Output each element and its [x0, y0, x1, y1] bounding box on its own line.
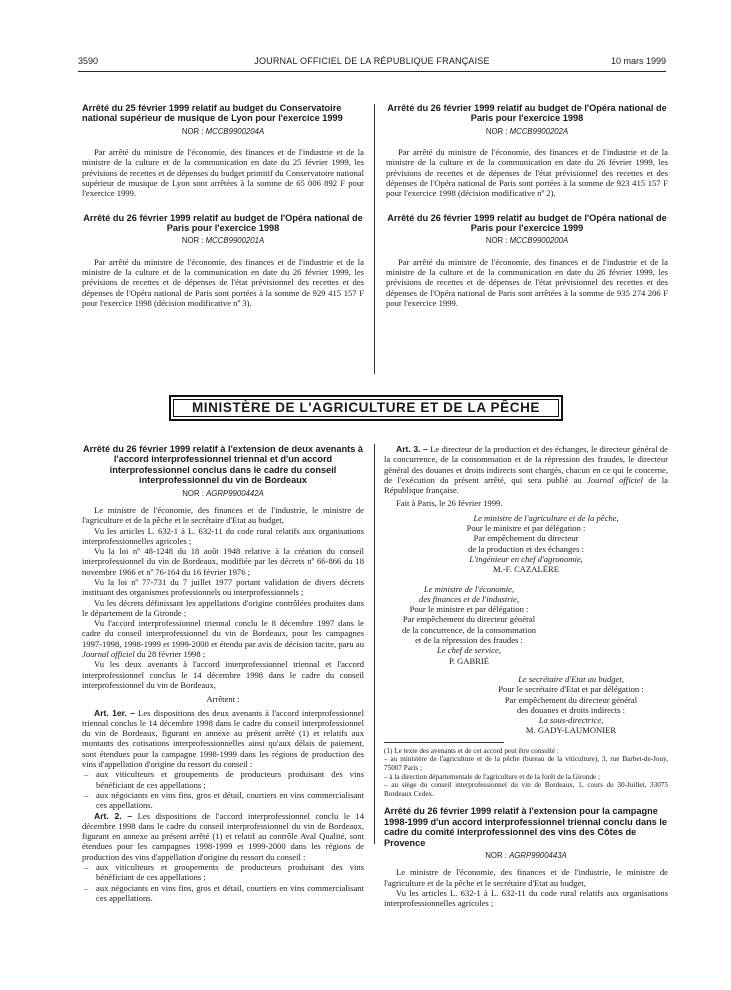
- signature-block-agriculture: [384, 513, 668, 575]
- signatory-title: Le secrétaire d'Etat au budget,: [518, 673, 624, 684]
- signature-line: des douanes et droits indirects :: [516, 704, 626, 715]
- article-title: Arrêté du 26 février 1999 relatif au budget de l'Opéra national de Paris pour l'exercice 1999: [387, 212, 667, 233]
- page-header: [78, 56, 666, 70]
- fait-a-paris: Fait à Paris, le 26 février 1999.: [396, 498, 503, 509]
- nor-code: MCCB9900201A: [205, 236, 265, 246]
- paragraph: [82, 618, 364, 659]
- signature-line: Pour le ministre et par délégation :: [409, 604, 529, 615]
- list-item: – aux négociants en vins fins, gros et détail, courtiers en vins commercialisant ces appellations.: [96, 790, 364, 811]
- right-column-bottom: [384, 444, 668, 908]
- left-column-bottom: [82, 444, 364, 903]
- text-run: du 28 février 1998 ;: [136, 649, 206, 660]
- arretent: Arrêtent :: [206, 694, 240, 705]
- signatory-role: Le chef de service,: [437, 645, 501, 656]
- footnote-line: – au ministère de l'agriculture et de la pêche (bureau de la viticulture), 3, rue Barbet-de-Jouy, 75007 Paris ;: [384, 755, 668, 772]
- signature-line: de la production et des échanges :: [468, 543, 584, 554]
- article-body: Par arrêté du ministre de l'économie, des finances et de l'industrie et de la ministre de la culture et de la communication en date du 25 février 1999, les prévisions de recettes et de dépenses du budget primitif du Conservatoire national supérieur de musique de Lyon sont arrêtées à la somme de 65 006 892 F pour l'exercice 1999.: [82, 147, 364, 199]
- signature-line: de la concurrence, de la consommation: [401, 624, 537, 635]
- footnote-line: – au siège du conseil interprofessionnel du vin de Bordeaux, 1, cours du 30-Juillet, 33075 Bordeaux Cedex.: [384, 781, 668, 798]
- signatory-name: P. GABRIÉ: [448, 655, 490, 666]
- column-divider-bottom: [374, 444, 375, 844]
- nor-code: MCCB9900200A: [509, 236, 569, 246]
- article-body: Par arrêté du ministre de l'économie, des finances et de l'industrie et de la ministre de la culture et de la communication en date du 26 février 1999, les prévisions de recettes et de dépenses de l'état prévisionnel des recettes et des dépenses de l'Opéra national de Paris sont arrêtées à la somme de 935 274 206 F pour l'exercice 1999.: [386, 256, 668, 308]
- paragraph: Vu les deux avenants à l'accord interprofessionnel triennal et l'accord interprofessionnel conclus le 14 décembre 1998 dans le cadre du conseil interprofessionnel du vin de Bordeaux,: [82, 659, 364, 690]
- signature-line: Pour le secrétaire d'Etat et par délégation :: [498, 684, 644, 695]
- nor-label: NOR :: [181, 126, 204, 136]
- article-title: Arrêté du 26 février 1999 relatif au budget de l'Opéra national de Paris pour l'exercice 1998: [83, 212, 363, 233]
- left-column-top: [82, 103, 364, 308]
- signatory-role: L'ingénieur en chef d'agronomie,: [469, 553, 583, 564]
- article-3: [384, 444, 668, 495]
- nor-label: NOR :: [485, 236, 508, 246]
- paragraph: Le ministre de l'économie, des finances et de l'industrie, le ministre de l'agriculture et de la pêche et le secrétaire d'Etat au budget,: [82, 504, 364, 526]
- article-title: Arrêté du 25 février 1999 relatif au budget du Conservatoire national supérieur de musique de Lyon pour l'exercice 1999: [82, 103, 343, 124]
- nor-reference: [384, 851, 668, 861]
- signature-line: et de la répression des fraudes :: [415, 635, 523, 646]
- article-text: Les dispositions de l'accord interprofessionnel conclu le 14 décembre 1998 dans le cadre du conseil interprofessionnel du vin de Bordeaux, figurant en annexe au présent arrêté (1) et relatif au contrôle Aval Qualité, sont étendues pour les campagnes 1998-1999 et 1999-2000 dans les régions de production des vins d'appellation d'origine du ressort du conseil :: [82, 810, 364, 862]
- list-item: – aux négociants en vins fins, gros et détail, courtiers en vins commercialisant ces appellations.: [96, 883, 364, 904]
- paragraph: Le ministre de l'économie, des finances et de l'industrie, le ministre de l'agriculture et de la pêche et le secrétaire d'Etat au budget,: [384, 867, 668, 888]
- article-body: Par arrêté du ministre de l'économie, des finances et de l'industrie et de la ministre de la culture et de la communication en date du 26 février 1999, les prévisions de recettes et de dépenses de l'état prévisionnel des recettes et des dépenses de l'Opéra national de Paris sont portées à la somme de 929 415 157 F pour l'exercice 1998 (décision modificative nº 3).: [82, 256, 364, 308]
- column-divider-top: [374, 104, 375, 374]
- nor-reference: [386, 127, 668, 137]
- list-item: – aux viticulteurs et groupements de producteurs produisant des vins bénéficiant de ces appellations ;: [96, 769, 364, 790]
- right-column-top: [386, 103, 668, 308]
- footnote: [384, 747, 668, 799]
- paragraph: Vu les articles L. 632-1 à L. 632-11 du code rural relatifs aux organisations interprofessionnelles agricoles ;: [82, 525, 364, 546]
- article-body: Par arrêté du ministre de l'économie, des finances et de l'industrie et de la ministre de la culture et de la communication en date du 26 février 1999, les prévisions de recettes et de dépenses de l'état prévisionnel des recettes et des dépenses de l'Opéra national de Paris sont portées à la somme de 923 415 157 F pour l'exercice 1998 (décision modificative nº 2).: [386, 147, 668, 199]
- nor-code: AGRP9900443A: [509, 850, 567, 860]
- signature-line: Par empêchement du directeur général: [402, 614, 536, 625]
- footnote-line: – à la direction départementale de l'agriculture et de la forêt de la Gironde ;: [384, 772, 601, 781]
- nor-label: NOR :: [485, 126, 508, 136]
- nor-label: NOR :: [485, 850, 507, 860]
- signatory-title: des finances et de l'industrie,: [419, 593, 519, 604]
- article-title: Arrêté du 26 février 1999 relatif au budget de l'Opéra national de Paris pour l'exercice 1998: [387, 103, 667, 124]
- nor-reference: [386, 236, 668, 246]
- journal-name: Journal officiel: [82, 649, 135, 660]
- paragraph: Vu les articles L. 632-1 à L. 632-11 du code rural relatifs aux organisations interprofessionnelles agricoles ;: [384, 887, 668, 909]
- text-run: Vu l'accord interprofessionnel triennal conclu le 8 décembre 1997 dans le cadre du conseil interprofessionnel du vin de Bordeaux, pour les campagnes 1997-1998, 1998-1999 et 1999-2000 et étendu par avis de décision tacite, paru au: [82, 618, 364, 649]
- signatory-name: M. GADY-LAUMONIER: [525, 725, 617, 736]
- nor-code: MCCB9900204A: [205, 126, 265, 136]
- header-rule: [78, 71, 666, 72]
- article-label: Art. 3. –: [396, 444, 428, 454]
- signature-line: Par empêchement du directeur général: [504, 694, 638, 705]
- paragraph: Vu la loi nº 77-731 du 7 juillet 1977 portant validation de divers décrets instituant des organismes professionnels ou interprofessionnels ;: [82, 577, 364, 598]
- paragraph: Vu la loi nº 48-1248 du 18 août 1948 relative à la création du conseil interprofessionnel du vin de Bordeaux, modifiée par les décrets nº 66-866 du 18 novembre 1966 et nº 76-164 du 16 février 1976 ;: [82, 546, 364, 577]
- article-text: de la République française.: [384, 474, 668, 496]
- article-text: Le directeur de la production et des échanges, le directeur général de la concurrence, de la consommation et de la répression des fraudes, le directeur général des douanes et droits indirects sont chargés, chacun en ce qui le concerne, de l'exécution du présent arrêté, qui sera publié au: [384, 444, 668, 485]
- ministry-banner: MINISTÈRE DE L'AGRICULTURE ET DE LA PÊCHE: [169, 395, 563, 421]
- journal-name: Journal officiel: [587, 474, 643, 485]
- nor-code: MCCB9900202A: [509, 126, 569, 136]
- signatory-name: M.-F. CAZALÉRE: [493, 564, 559, 575]
- page-number: 3590: [78, 56, 99, 66]
- signature-block-budget: [384, 674, 668, 736]
- nor-label: NOR :: [181, 236, 204, 246]
- nor-reference: [82, 489, 364, 499]
- article-label: Art. 2. –: [94, 810, 133, 821]
- signature-line: Par empêchement du directeur: [473, 533, 579, 544]
- article-1-list: [82, 769, 364, 810]
- nor-reference: [82, 127, 364, 137]
- signatory-title: Le ministre de l'agriculture et de la pêche,: [473, 512, 619, 523]
- signatory-role: La sous-directrice,: [538, 715, 604, 726]
- signature-block-economy: [384, 584, 554, 666]
- list-item: – aux viticulteurs et groupements de producteurs produisant des vins bénéficiant de ces appellations ;: [96, 862, 364, 883]
- nor-label: NOR :: [182, 488, 204, 498]
- footnote-line: (1) Le texte des avenants et de cet accord peut être consulté :: [384, 746, 559, 755]
- nor-code: AGRP9900442A: [206, 488, 264, 498]
- footnote-rule: [384, 742, 504, 743]
- article-1: [82, 708, 364, 770]
- nor-reference: [82, 236, 364, 246]
- article-2-list: [82, 862, 364, 903]
- article-title: Arrêté du 26 février 1999 relatif à l'extension pour la campagne 1998-1999 d'un accord interprofessionnel triennal conclu dans le cadre du comité interprofessionnel des vins des Côtes de Provence: [384, 806, 668, 848]
- paragraph: Vu les décrets définissant les appellations d'origine contrôlées produites dans le département de la Gironde ;: [82, 597, 364, 618]
- article-2: [82, 811, 364, 862]
- article-label: Art. 1er. –: [94, 707, 136, 718]
- signatory-title: Le ministre de l'économie,: [423, 583, 515, 594]
- journal-title: JOURNAL OFFICIEL DE LA RÉPUBLIQUE FRANÇAISE: [254, 56, 490, 66]
- signature-line: Pour le ministre et par délégation :: [466, 523, 586, 534]
- article-title: Arrêté du 26 février 1999 relatif à l'extension de deux avenants à l'accord interprofessionnel triennal et d'un accord interprofessionnel conclus dans le cadre du conseil interprofessionnel du vin de Bordeaux: [83, 444, 363, 486]
- article-text: Les dispositions des deux avenants à l'accord interprofessionnel triennal conclus le 14 décembre 1998 dans le cadre du conseil interprofessionnel du vin de Bordeaux, figurant en annexe au présent arrêté (1) et relatifs aux montants des cotisations interprofessionnelles ainsi qu'aux délais de paiement, sont étendues pour la campagne 1998-1999 dans les régions de production des vins d'appellation d'origine du ressort du conseil :: [82, 707, 364, 770]
- issue-date: 10 mars 1999: [610, 56, 666, 66]
